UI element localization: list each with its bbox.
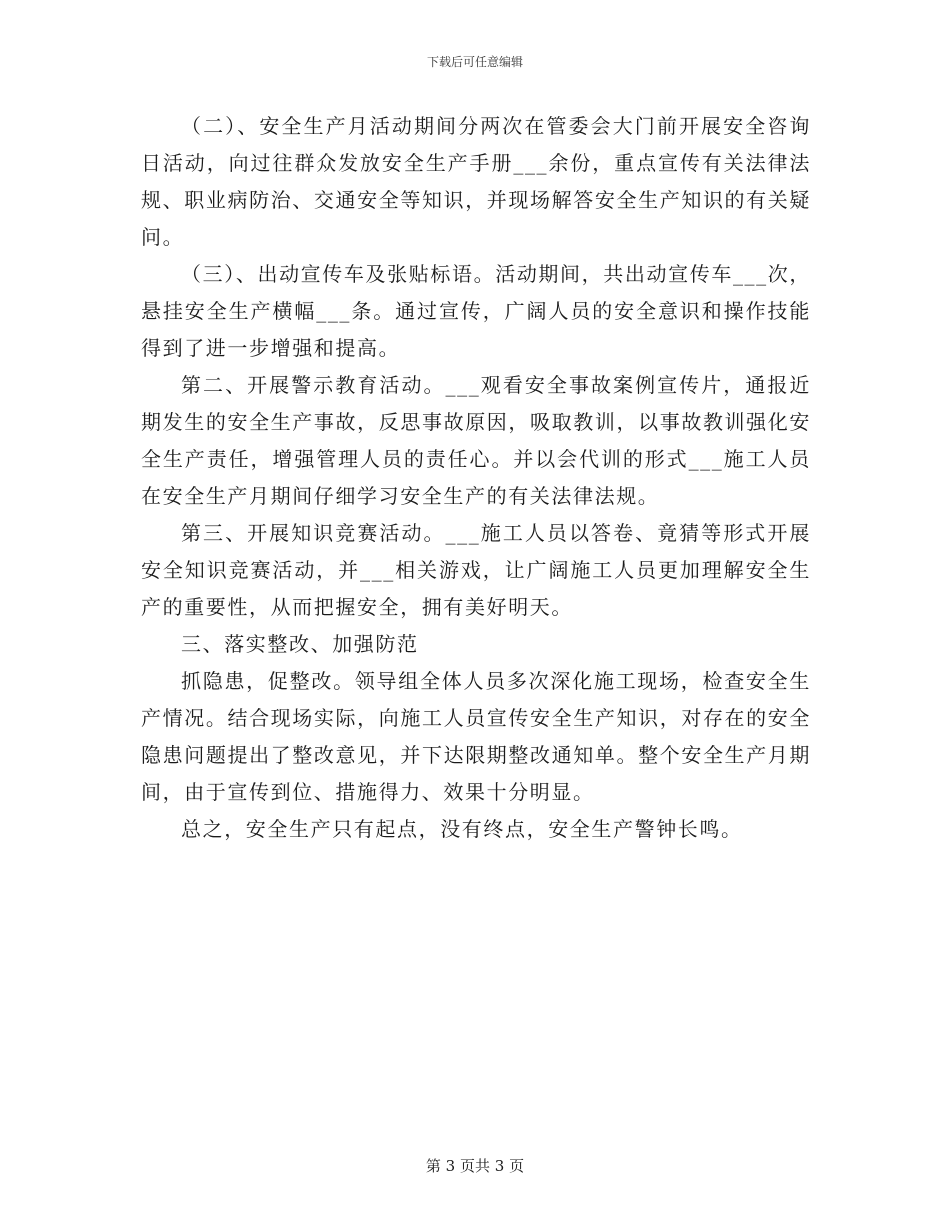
paragraph-rectification: 抓隐患，促整改。领导组全体人员多次深化施工现场，检查安全生产情况。结合现场实际，向施工人员宣传安全生产知识，对存在的安全隐患问题提出了整改意见，并下达限期整改通知单。整个安全生产月期间，由于宣传到位、措施得力、效果十分明显。: [141, 669, 811, 804]
paragraph-consultation-day: （二）、安全生产月活动期间分两次在管委会大门前开展安全咨询日活动，向过往群众发放安全生产手册___余份，重点宣传有关法律法规、职业病防治、交通安全等知识，并现场解答安全生产知识的有关疑问。: [141, 114, 811, 249]
paragraph-knowledge-contest: 第三、开展知识竞赛活动。___施工人员以答卷、竟猜等形式开展安全知识竞赛活动，并___相关游戏，让广阔施工人员更加理解安全生产的重要性，从而把握安全，拥有美好明天。: [141, 521, 811, 619]
paragraph-warning-education: 第二、开展警示教育活动。___观看安全事故案例宣传片，通报近期发生的安全生产事故，反思事故原因，吸取教训，以事故教训强化安全生产责任，增强管理人员的责任心。并以会代训的形式___施工人员在安全生产月期间仔细学习安全生产的有关法律法规。: [141, 373, 811, 508]
page-number-footer: 第 3 页共 3 页: [425, 1157, 525, 1175]
section-heading-rectification: 三、落实整改、加强防范: [181, 632, 419, 656]
page-header-note: 下载后可任意编辑: [426, 55, 523, 69]
paragraph-conclusion: 总之，安全生产只有起点，没有终点，安全生产警钟长鸣。: [181, 817, 743, 841]
paragraph-publicity-vehicle: （三）、出动宣传车及张贴标语。活动期间，共出动宣传车___次，悬挂安全生产横幅___条。通过宣传，广阔人员的安全意识和操作技能得到了进一步增强和提高。: [141, 262, 811, 360]
document-body: [141, 108, 811, 848]
